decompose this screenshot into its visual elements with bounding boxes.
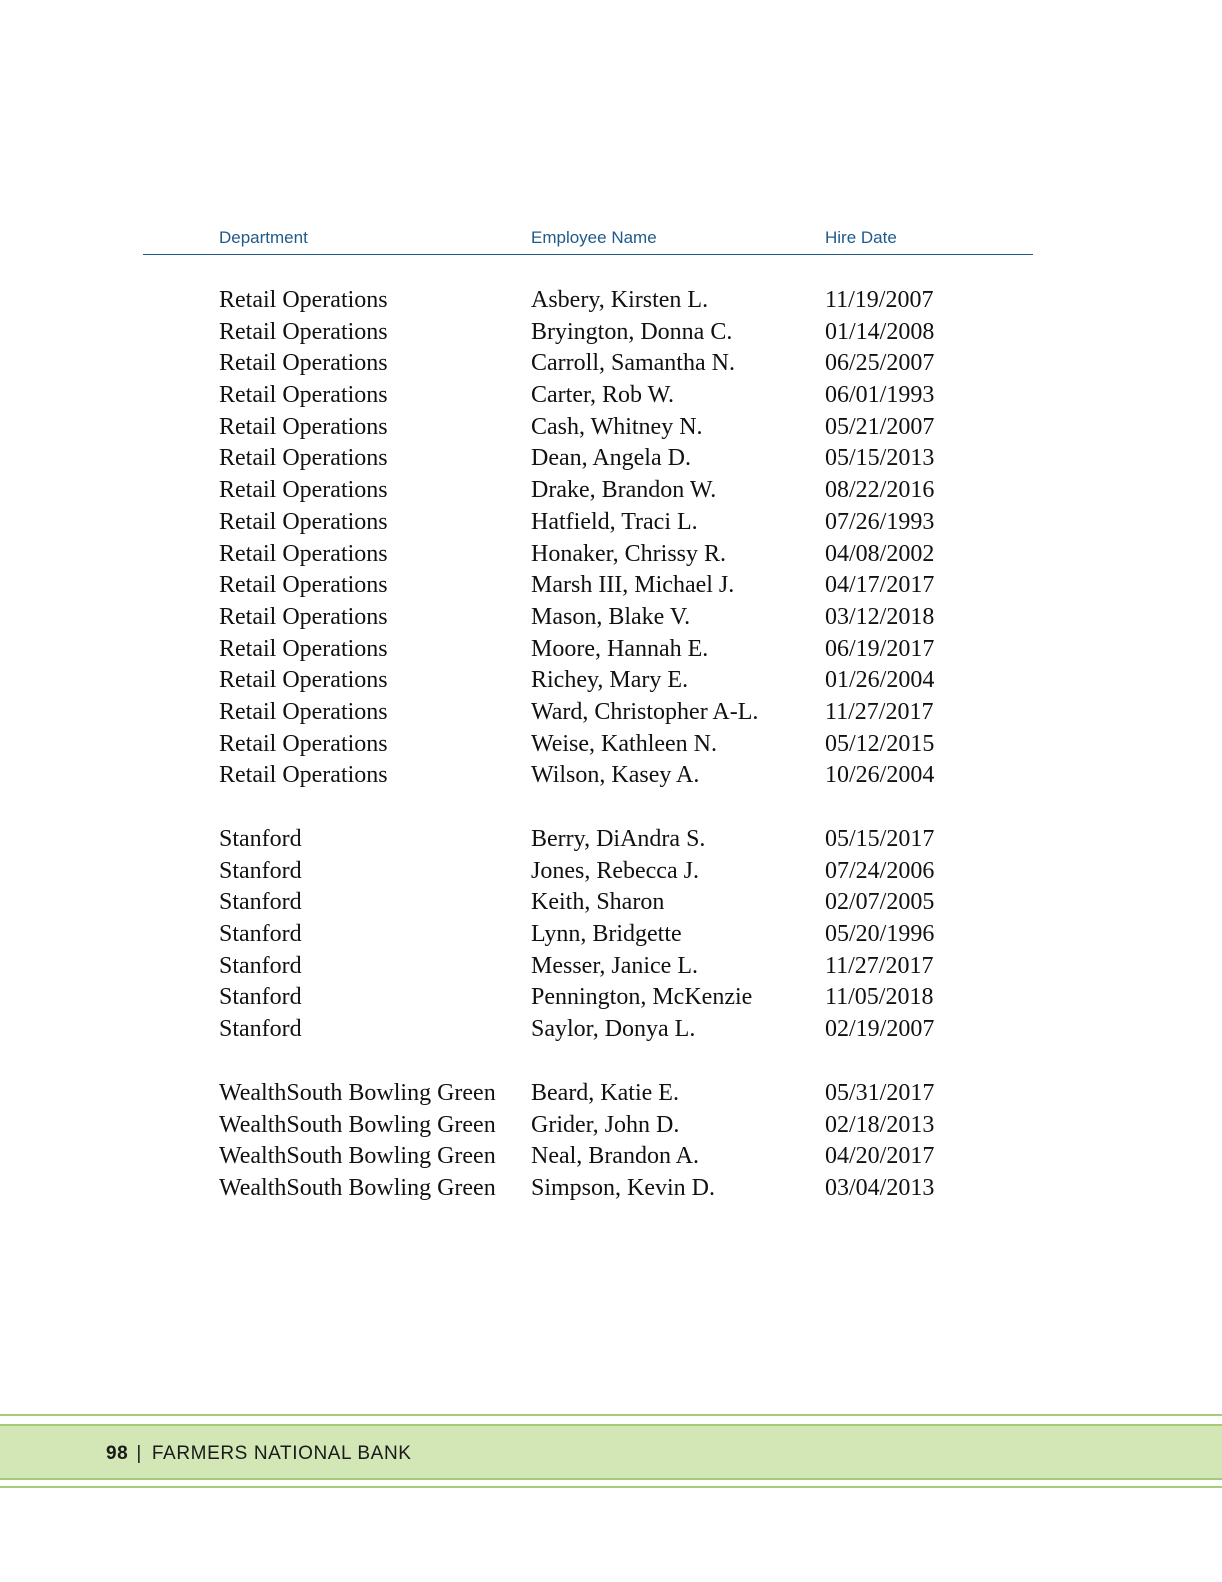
table-row <box>0 507 1222 539</box>
department-cell: Retail Operations <box>219 445 388 472</box>
hire-date-cell: 04/17/2017 <box>825 572 935 599</box>
table-body <box>0 285 1222 1205</box>
department-cell: Retail Operations <box>219 698 388 725</box>
department-group <box>0 285 1222 792</box>
table-row <box>0 729 1222 761</box>
hire-date-cell: 05/15/2013 <box>825 445 935 472</box>
table-row <box>0 412 1222 444</box>
table-header <box>0 226 1222 252</box>
hire-date-cell: 10/26/2004 <box>825 762 935 789</box>
employee-name-cell: Wilson, Kasey A. <box>531 762 700 789</box>
department-cell: Retail Operations <box>219 667 388 694</box>
department-cell: Stanford <box>219 826 302 852</box>
hire-date-cell: 07/24/2006 <box>825 857 935 884</box>
department-cell: Stanford <box>219 921 302 948</box>
hire-date-cell: 04/20/2017 <box>825 1143 935 1170</box>
employee-name-cell: Berry, DiAndra S. <box>531 826 706 852</box>
employee-name-cell: Neal, Brandon A. <box>531 1143 699 1170</box>
table-row <box>0 443 1222 475</box>
employee-name-cell: Cash, Whitney N. <box>531 413 703 440</box>
department-cell: Stanford <box>219 1016 302 1043</box>
table-row <box>0 1141 1222 1173</box>
hire-date-cell: 02/07/2005 <box>825 889 935 916</box>
hire-date-cell: 11/19/2007 <box>825 287 934 313</box>
department-group <box>0 824 1222 1046</box>
table-row <box>0 856 1222 888</box>
table-row <box>0 982 1222 1014</box>
employee-name-cell: Marsh III, Michael J. <box>531 572 735 599</box>
table-row <box>0 348 1222 380</box>
employee-name-cell: Dean, Angela D. <box>531 445 691 472</box>
department-cell: WealthSouth Bowling Green <box>219 1174 496 1201</box>
employee-name-cell: Pennington, McKenzie <box>531 984 753 1011</box>
table-row <box>0 475 1222 507</box>
department-cell: Retail Operations <box>219 730 388 757</box>
table-row <box>0 1110 1222 1142</box>
hire-date-cell: 05/12/2015 <box>825 730 935 757</box>
hire-date-cell: 06/01/1993 <box>825 382 935 409</box>
employee-name-cell: Mason, Blake V. <box>531 603 691 630</box>
table-row <box>0 1078 1222 1110</box>
department-cell: Retail Operations <box>219 318 388 345</box>
hire-date-cell: 06/19/2017 <box>825 635 935 662</box>
table-row <box>0 317 1222 349</box>
table-row <box>0 760 1222 792</box>
department-cell: Retail Operations <box>219 635 388 662</box>
department-cell: Retail Operations <box>219 540 388 567</box>
employee-name-cell: Bryington, Donna C. <box>531 318 733 345</box>
footer-top-rule <box>0 1414 1222 1416</box>
table-row <box>0 634 1222 666</box>
table-row <box>0 824 1222 856</box>
department-group <box>0 1078 1222 1205</box>
employee-name-cell: Lynn, Bridgette <box>531 921 682 948</box>
employee-name-cell: Honaker, Chrissy R. <box>531 540 727 567</box>
hire-date-cell: 02/19/2007 <box>825 1016 935 1043</box>
department-cell: Stanford <box>219 889 302 916</box>
hire-date-cell: 07/26/1993 <box>825 508 935 535</box>
hire-date-cell: 01/14/2008 <box>825 318 935 345</box>
hire-date-cell: 05/31/2017 <box>825 1079 935 1106</box>
department-cell: Retail Operations <box>219 413 388 440</box>
employee-name-cell: Hatfield, Traci L. <box>531 508 698 535</box>
hire-date-cell: 05/21/2007 <box>825 413 935 440</box>
department-cell: Retail Operations <box>219 382 388 409</box>
hire-date-cell: 02/18/2013 <box>825 1111 935 1138</box>
department-cell: WealthSouth Bowling Green <box>219 1111 496 1138</box>
employee-name-cell: Weise, Kathleen N. <box>531 730 717 757</box>
table-row <box>0 570 1222 602</box>
employee-name-cell: Beard, Katie E. <box>531 1079 679 1106</box>
table-row <box>0 1173 1222 1205</box>
department-cell: WealthSouth Bowling Green <box>219 1079 496 1106</box>
employee-name-cell: Drake, Brandon W. <box>531 477 717 504</box>
header-department: Department <box>219 228 308 247</box>
hire-date-cell: 11/27/2017 <box>825 952 934 979</box>
employee-name-cell: Carroll, Samantha N. <box>531 350 735 377</box>
department-cell: Stanford <box>219 952 302 979</box>
table-row <box>0 887 1222 919</box>
department-cell: Retail Operations <box>219 762 388 789</box>
hire-date-cell: 03/12/2018 <box>825 603 935 630</box>
header-rule <box>143 254 1033 255</box>
header-hire-date: Hire Date <box>825 228 897 247</box>
hire-date-cell: 05/20/1996 <box>825 921 935 948</box>
hire-date-cell: 01/26/2004 <box>825 667 935 694</box>
employee-name-cell: Asbery, Kirsten L. <box>531 287 709 313</box>
department-cell: Retail Operations <box>219 603 388 630</box>
table-row <box>0 1014 1222 1046</box>
footer-text <box>106 1443 412 1465</box>
publication-name: FARMERS NATIONAL BANK <box>151 1443 412 1464</box>
footer-separator: | <box>136 1443 142 1464</box>
employee-name-cell: Carter, Rob W. <box>531 382 675 409</box>
department-cell: Retail Operations <box>219 572 388 599</box>
table-row <box>0 951 1222 983</box>
table-row <box>0 665 1222 697</box>
department-cell: Retail Operations <box>219 508 388 535</box>
employee-name-cell: Jones, Rebecca J. <box>531 857 699 884</box>
employee-name-cell: Richey, Mary E. <box>531 667 689 694</box>
employee-name-cell: Grider, John D. <box>531 1111 680 1138</box>
hire-date-cell: 11/27/2017 <box>825 698 934 725</box>
table-row <box>0 539 1222 571</box>
table-row <box>0 602 1222 634</box>
employee-name-cell: Messer, Janice L. <box>531 952 698 979</box>
department-cell: Retail Operations <box>219 350 388 377</box>
hire-date-cell: 03/04/2013 <box>825 1174 935 1201</box>
department-cell: WealthSouth Bowling Green <box>219 1143 496 1170</box>
employee-name-cell: Moore, Hannah E. <box>531 635 709 662</box>
table-row <box>0 380 1222 412</box>
department-cell: Retail Operations <box>219 477 388 504</box>
hire-date-cell: 05/15/2017 <box>825 826 935 852</box>
employee-name-cell: Simpson, Kevin D. <box>531 1174 716 1201</box>
table-row <box>0 697 1222 729</box>
table-row <box>0 285 1222 317</box>
hire-date-cell: 04/08/2002 <box>825 540 935 567</box>
employee-name-cell: Saylor, Donya L. <box>531 1016 696 1043</box>
hire-date-cell: 06/25/2007 <box>825 350 935 377</box>
page-number: 98 <box>106 1443 129 1464</box>
employee-name-cell: Ward, Christopher A-L. <box>531 698 759 725</box>
footer-band <box>0 1414 1222 1488</box>
footer-bottom-rule <box>0 1486 1222 1488</box>
hire-date-cell: 11/05/2018 <box>825 984 934 1011</box>
hire-date-cell: 08/22/2016 <box>825 477 935 504</box>
header-employee-name: Employee Name <box>531 228 657 247</box>
table-row <box>0 919 1222 951</box>
employee-name-cell: Keith, Sharon <box>531 889 665 916</box>
department-cell: Retail Operations <box>219 287 388 313</box>
department-cell: Stanford <box>219 857 302 884</box>
department-cell: Stanford <box>219 984 302 1011</box>
